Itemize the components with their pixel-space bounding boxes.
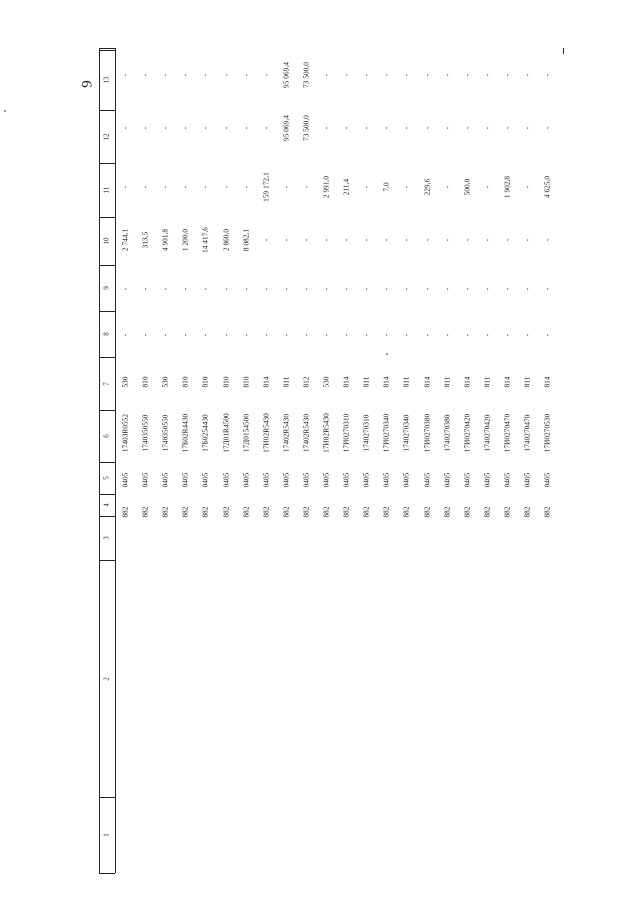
table-cell: 882 — [241, 506, 250, 518]
table-cell: - — [503, 287, 512, 291]
table-cell: - — [141, 185, 150, 189]
table-cell: 17И0270310 — [342, 413, 351, 453]
header-separator — [99, 516, 115, 517]
table-cell: 1740270470 — [523, 414, 532, 452]
table-cell: 882 — [402, 506, 411, 518]
table-cell: 810 — [141, 376, 150, 388]
table-cell: - — [442, 73, 451, 77]
table-cell: - — [382, 126, 391, 130]
table-cell: 211,4 — [342, 178, 351, 196]
table-cell: - — [483, 238, 492, 242]
table-cell: 0405 — [503, 472, 512, 488]
table-cell: 0405 — [483, 472, 492, 488]
table-cell: - — [503, 238, 512, 242]
header-separator — [99, 311, 115, 312]
table-cell: - — [282, 287, 291, 291]
table-cell: 0405 — [302, 472, 311, 488]
column-header: 1 — [102, 833, 111, 837]
table-cell: - — [241, 185, 250, 189]
table-cell: 530 — [161, 376, 170, 388]
table-cell: 2 744,1 — [121, 228, 130, 252]
table-cell: - — [342, 333, 351, 337]
table-cell: 882 — [201, 506, 210, 518]
table-cell: - — [322, 73, 331, 77]
table-cell: - — [503, 333, 512, 337]
table-cell: 14 417,6 — [201, 227, 210, 253]
table-cell: 229,6 — [422, 178, 431, 196]
table-cell: - — [543, 73, 552, 77]
table-cell: - — [523, 73, 532, 77]
table-cell: - — [382, 238, 391, 242]
column-header: 8 — [102, 332, 111, 336]
table-cell: 8 082,1 — [241, 228, 250, 252]
table-cell: 17И0270530 — [543, 413, 552, 453]
table-cell: - — [422, 73, 431, 77]
table-cell: 4 901,8 — [161, 228, 170, 252]
column-header: 7 — [102, 381, 111, 386]
column-header: 13 — [102, 76, 111, 84]
table-cell: - — [483, 287, 492, 291]
table-cell: - — [201, 126, 210, 130]
table-cell: 17403R0552 — [121, 413, 130, 453]
table-cell: - — [402, 73, 411, 77]
table-cell: - — [181, 333, 190, 337]
header-separator — [99, 494, 115, 495]
table-cell: - — [523, 185, 532, 189]
table-cell: - — [442, 238, 451, 242]
header-separator — [99, 217, 115, 218]
table-cell: - — [543, 333, 552, 337]
table-cell: 500,0 — [463, 178, 472, 196]
table-cell: - — [221, 126, 230, 130]
table-cell: - — [402, 333, 411, 337]
column-header: 6 — [102, 434, 111, 438]
table-cell: - — [262, 333, 271, 337]
table-cell: - — [241, 333, 250, 337]
table-cell: - — [282, 333, 291, 337]
table-cell: 882 — [302, 506, 311, 518]
table-cell: 0405 — [262, 472, 271, 488]
table-cell: - — [282, 238, 291, 242]
table-cell: - — [121, 126, 130, 130]
table-cell: 0405 — [402, 472, 411, 488]
table-cell: - — [121, 185, 130, 189]
header-separator — [99, 50, 115, 51]
table-cell: - — [342, 238, 351, 242]
scan-speck — [4, 110, 6, 112]
table-cell: 882 — [442, 506, 451, 518]
table-cell: 882 — [483, 506, 492, 518]
table-cell: - — [161, 287, 170, 291]
table-cell: - — [402, 238, 411, 242]
table-cell: - — [362, 185, 371, 189]
column-header: 10 — [102, 237, 111, 245]
table-cell: 1740270380 — [442, 414, 451, 452]
table-cell: - — [382, 287, 391, 291]
table-cell: 0405 — [141, 472, 150, 488]
table-cell: - — [382, 73, 391, 77]
header-separator — [99, 110, 115, 111]
table-cell: 882 — [141, 506, 150, 518]
table-cell: 882 — [342, 506, 351, 518]
table-cell: - — [422, 333, 431, 337]
column-header: 5 — [102, 476, 111, 480]
table-cell: 0405 — [523, 472, 532, 488]
table-cell: - — [141, 126, 150, 130]
table-cell: 882 — [181, 506, 190, 518]
table-cell: 814 — [463, 376, 472, 388]
table-cell: - — [362, 126, 371, 130]
table-cell: 882 — [161, 506, 170, 518]
table-cell: - — [543, 238, 552, 242]
table-cell: - — [181, 126, 190, 130]
table-cell: - — [442, 333, 451, 337]
column-header: 4 — [102, 503, 111, 507]
table-cell: 1740270340 — [402, 414, 411, 452]
header-separator — [99, 462, 115, 463]
table-cell: 882 — [382, 506, 391, 518]
table-cell: 810 — [181, 376, 190, 388]
table-header-rule — [115, 48, 116, 873]
table-cell: - — [483, 73, 492, 77]
table-cell: 0405 — [181, 472, 190, 488]
table-cell: 0405 — [463, 472, 472, 488]
table-cell: 882 — [543, 506, 552, 518]
table-cell: 811 — [402, 376, 411, 388]
table-cell: - — [362, 333, 371, 337]
table-cell: 1 200,0 — [181, 228, 190, 252]
table-cell: - — [282, 185, 291, 189]
table-cell: 17И0270420 — [463, 413, 472, 453]
table-border-top — [99, 48, 115, 49]
table-cell: 17И0270340 — [382, 413, 391, 453]
table-cell: - — [442, 185, 451, 189]
table-cell: 814 — [342, 376, 351, 388]
table-cell: - — [422, 238, 431, 242]
table-cell: - — [181, 287, 190, 291]
header-separator — [99, 357, 115, 358]
table-cell: 17402R5430 — [302, 413, 311, 453]
table-cell: 1740270420 — [483, 414, 492, 452]
table-cell: - — [483, 126, 492, 130]
table-cell: 0405 — [422, 472, 431, 488]
table-cell: 810 — [241, 376, 250, 388]
table-cell: - — [322, 287, 331, 291]
table-cell: - — [221, 185, 230, 189]
table-cell: 882 — [362, 506, 371, 518]
table-cell: 0405 — [382, 472, 391, 488]
table-cell: 530 — [121, 376, 130, 388]
table-cell: - — [362, 73, 371, 77]
header-separator — [99, 265, 115, 266]
table-cell: 4 625,0 — [543, 175, 552, 199]
table-cell: 0405 — [161, 472, 170, 488]
table-cell: 814 — [543, 376, 552, 388]
header-separator — [99, 163, 115, 164]
table-cell: 814 — [422, 376, 431, 388]
table-cell: - — [161, 126, 170, 130]
table-cell: 811 — [282, 376, 291, 388]
table-cell: 882 — [282, 506, 291, 518]
table-cell: 882 — [422, 506, 431, 518]
table-cell: - — [402, 185, 411, 189]
table-cell: - — [201, 185, 210, 189]
header-separator — [99, 560, 115, 561]
table-cell: - — [121, 333, 130, 337]
table-cell: - — [141, 73, 150, 77]
table-cell: 810 — [201, 376, 210, 388]
table-cell: - — [141, 287, 150, 291]
table-cell: 17И02R5430 — [262, 413, 271, 453]
table-cell: 811 — [362, 376, 371, 388]
table-cell: 0405 — [241, 472, 250, 488]
table-cell: - — [302, 333, 311, 337]
table-cell: - — [322, 126, 331, 130]
table-cell: 17Д0154500 — [241, 413, 250, 453]
table-cell: - — [362, 238, 371, 242]
table-cell: - — [262, 287, 271, 291]
table-cell: 811 — [442, 376, 451, 388]
table-cell: 812 — [302, 376, 311, 388]
table-cell: - — [483, 185, 492, 189]
table-cell: - — [362, 287, 371, 291]
table-cell: 73 500,0 — [302, 62, 311, 88]
table-edge-tick — [563, 48, 564, 54]
table-cell: - — [422, 126, 431, 130]
table-cell: - — [503, 126, 512, 130]
table-cell: - — [463, 333, 472, 337]
table-cell: 0405 — [543, 472, 552, 488]
table-cell: 0405 — [201, 472, 210, 488]
table-cell: - — [241, 126, 250, 130]
table-cell: - — [241, 287, 250, 291]
table-cell: - — [342, 126, 351, 130]
table-cell: - — [523, 238, 532, 242]
table-cell: 95 069,4 — [282, 115, 291, 141]
table-cell: 811 — [523, 376, 532, 388]
table-cell: 882 — [503, 506, 512, 518]
header-separator — [99, 410, 115, 411]
table-cell: 814 — [382, 376, 391, 388]
table-cell: - — [221, 333, 230, 337]
table-cell: - — [161, 185, 170, 189]
table-cell: 2 860,0 — [221, 228, 230, 252]
table-cell: - — [161, 333, 170, 337]
table-cell: 0405 — [362, 472, 371, 488]
table-cell: - — [463, 287, 472, 291]
column-header: 2 — [102, 676, 111, 681]
table-cell: 882 — [262, 506, 271, 518]
table-cell: - — [241, 73, 250, 77]
column-header: 11 — [102, 186, 111, 194]
table-cell: - — [221, 73, 230, 77]
table-cell: 17И02R5430 — [322, 413, 331, 453]
table-cell: 0405 — [322, 472, 331, 488]
table-cell: 7,0 — [382, 182, 391, 192]
table-cell: - — [463, 73, 472, 77]
table-cell: - — [442, 287, 451, 291]
table-cell: - — [181, 185, 190, 189]
scan-speck — [386, 353, 388, 355]
table-cell: 1740350550 — [161, 414, 170, 452]
table-cell: 159 172,1 — [262, 172, 271, 202]
table-cell: - — [442, 126, 451, 130]
table-cell: - — [121, 287, 130, 291]
table-cell: - — [382, 333, 391, 337]
table-cell: 1 902,8 — [503, 175, 512, 199]
table-cell: 95 069,4 — [282, 62, 291, 88]
table-cell: 0405 — [121, 472, 130, 488]
table-cell: 17Б0254430 — [201, 414, 210, 452]
table-cell: - — [302, 238, 311, 242]
table-cell: - — [483, 333, 492, 337]
table-cell: - — [262, 126, 271, 130]
table-cell: 810 — [221, 376, 230, 388]
table-cell: - — [221, 287, 230, 291]
table-cell: 2 991,0 — [322, 175, 331, 199]
table-border-left — [99, 48, 100, 873]
table-cell: 17Б02R4430 — [181, 413, 190, 453]
table-cell: - — [543, 287, 552, 291]
table-cell: 882 — [121, 506, 130, 518]
table-cell: 0405 — [282, 472, 291, 488]
column-header: 3 — [102, 536, 111, 540]
table-cell: - — [302, 185, 311, 189]
table-cell: - — [402, 287, 411, 291]
table-cell: 811 — [483, 376, 492, 388]
column-header: 9 — [102, 286, 111, 290]
table-cell: 17402R5430 — [282, 413, 291, 453]
table-cell: 0405 — [221, 472, 230, 488]
table-cell: - — [463, 126, 472, 130]
table-cell: - — [342, 287, 351, 291]
table-cell: 882 — [523, 506, 532, 518]
table-cell: - — [121, 73, 130, 77]
table-cell: - — [302, 287, 311, 291]
table-cell: 17И0270470 — [503, 413, 512, 453]
table-cell: - — [523, 287, 532, 291]
table-cell: 0405 — [342, 472, 351, 488]
table-cell: - — [262, 238, 271, 242]
table-cell: - — [322, 333, 331, 337]
table-cell: 17И0270380 — [422, 413, 431, 453]
table-cell: 814 — [262, 376, 271, 388]
table-cell: 882 — [463, 506, 472, 518]
table-cell: 814 — [503, 376, 512, 388]
header-separator — [99, 873, 115, 874]
table-cell: - — [201, 333, 210, 337]
table-cell: - — [201, 287, 210, 291]
table-cell: 0405 — [442, 472, 451, 488]
table-cell: - — [342, 73, 351, 77]
table-cell: - — [523, 126, 532, 130]
table-cell: - — [543, 126, 552, 130]
table-cell: - — [523, 333, 532, 337]
table-cell: - — [322, 238, 331, 242]
table-cell: - — [181, 73, 190, 77]
table-cell: 1740270310 — [362, 414, 371, 452]
table-cell: - — [422, 287, 431, 291]
table-cell: 530 — [322, 376, 331, 388]
table-cell: 882 — [221, 506, 230, 518]
table-cell: - — [141, 333, 150, 337]
header-separator — [99, 797, 115, 798]
page-number: 9 — [79, 80, 96, 88]
table-cell: 17Д01R4500 — [221, 413, 230, 453]
column-header: 12 — [102, 133, 111, 140]
table-cell: 882 — [322, 506, 331, 518]
table-cell: - — [161, 73, 170, 77]
table-cell: - — [402, 126, 411, 130]
table-cell: 1740350550 — [141, 414, 150, 452]
table-cell: - — [201, 73, 210, 77]
table-cell: 313,5 — [141, 231, 150, 249]
table-cell: - — [463, 238, 472, 242]
table-cell: - — [503, 73, 512, 77]
table-cell: - — [262, 73, 271, 77]
table-cell: 73 500,0 — [302, 115, 311, 141]
